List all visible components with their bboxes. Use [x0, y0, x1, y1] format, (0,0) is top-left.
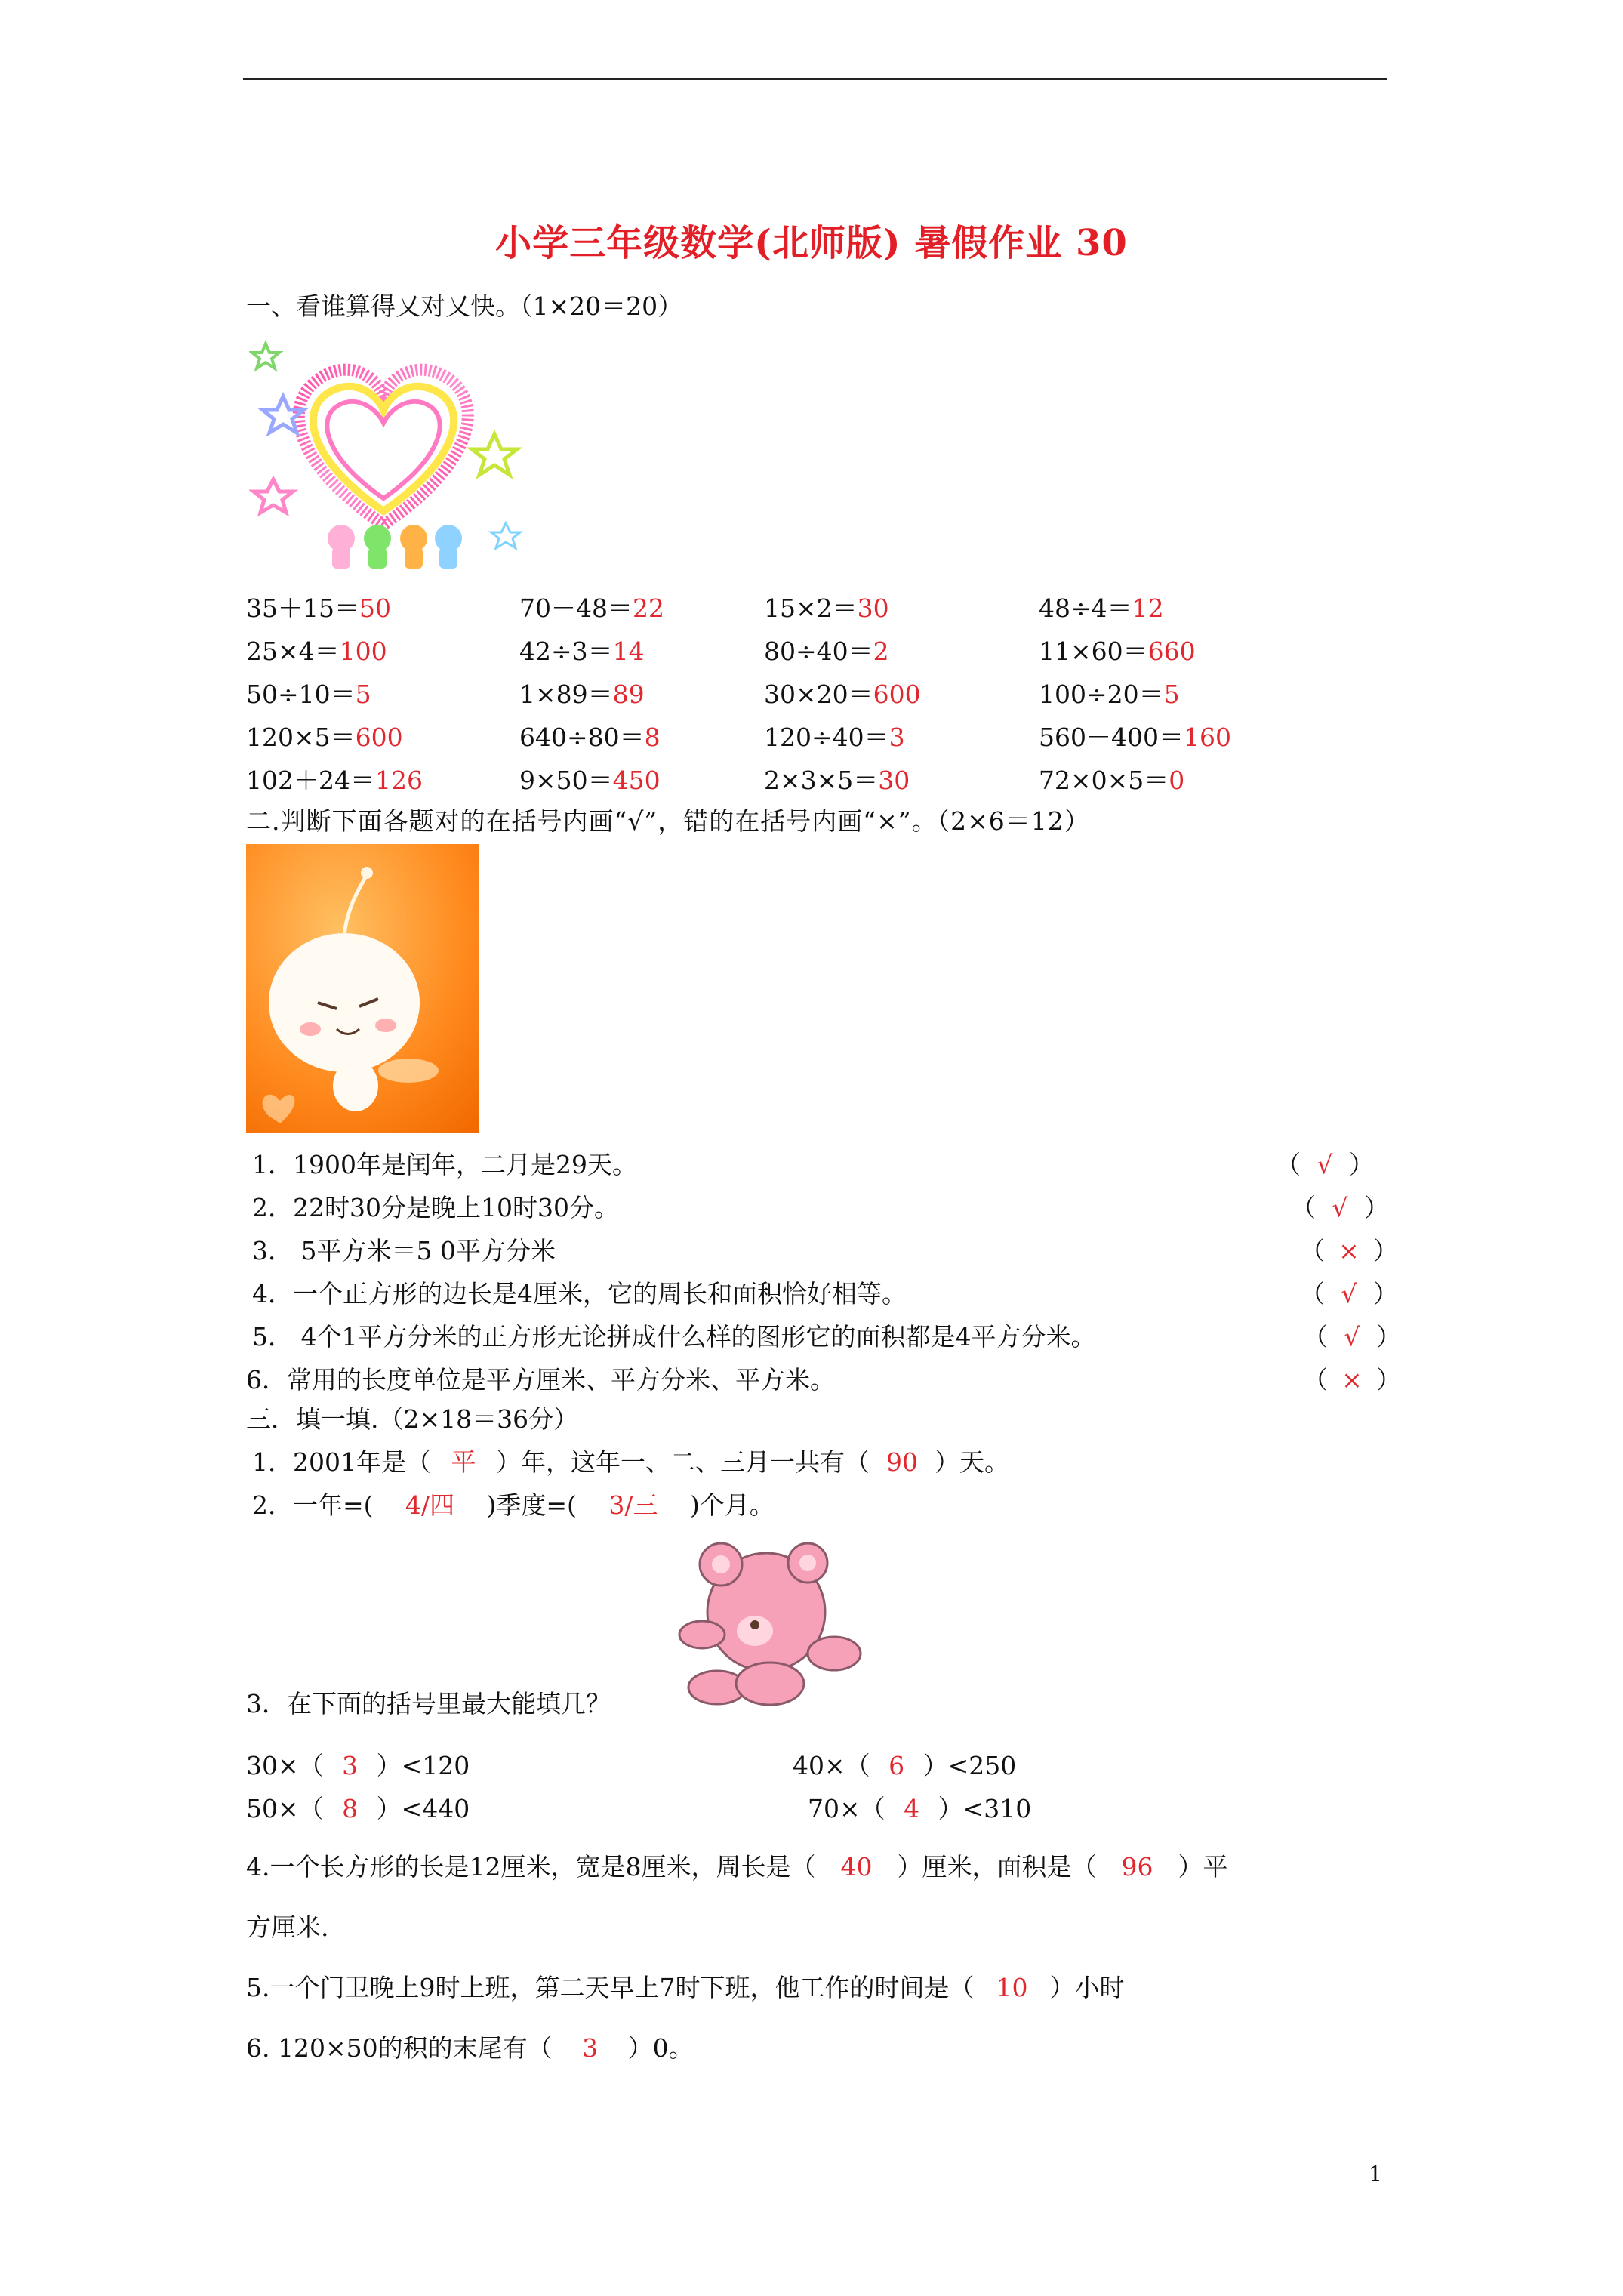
- arithmetic-problem: [246, 593, 391, 624]
- bracket-close: ）: [1364, 1193, 1389, 1222]
- max-fill-item: [808, 1794, 1031, 1824]
- problem-expression: 42÷3＝: [519, 636, 613, 666]
- bracket-open: （: [1300, 1236, 1325, 1265]
- problem-answer: 8: [644, 723, 661, 752]
- q4-text: ）厘米，面积是（: [897, 1852, 1097, 1881]
- max-fill-pre: 50×（: [246, 1794, 324, 1823]
- judgement-item: 5． 4个1平方分米的正方形无论拼成什么样的图形它的面积都是4平方分米。: [252, 1322, 1096, 1351]
- q6-text: ）0。: [627, 2033, 694, 2063]
- arithmetic-problem: [1039, 593, 1164, 624]
- problem-answer: 600: [355, 723, 403, 752]
- arithmetic-problem: [519, 766, 661, 796]
- arithmetic-problem: [519, 723, 661, 753]
- judgement-item: 2．22时30分是晚上10时30分。: [252, 1193, 619, 1222]
- problem-answer: 126: [374, 766, 423, 795]
- problem-answer: 30: [857, 593, 889, 623]
- cartoon-sprite-illustration: [246, 844, 479, 1133]
- bracket-open: （: [1291, 1193, 1316, 1222]
- fill-q2: [252, 1490, 775, 1521]
- arithmetic-problem: [764, 636, 889, 667]
- problem-expression: 35＋15＝: [246, 593, 359, 623]
- problem-expression: 9×50＝: [519, 766, 613, 795]
- problem-answer: 450: [612, 766, 661, 795]
- judgement-mark: √: [1341, 1279, 1357, 1308]
- arithmetic-problem: [1039, 766, 1184, 796]
- arithmetic-problem: [246, 766, 423, 796]
- star-icon: [252, 344, 279, 368]
- fill-q5: [246, 1973, 1124, 2003]
- problem-answer: 600: [873, 680, 921, 709]
- q4-text: 4.一个长方形的长是12厘米，宽是8厘米，周长是（: [246, 1852, 816, 1881]
- judgement-bracket: [1303, 1365, 1401, 1395]
- max-fill-pre: 30×（: [246, 1751, 324, 1780]
- problem-expression: 25×4＝: [246, 636, 340, 666]
- bracket-open: （: [1276, 1150, 1301, 1179]
- judgement-mark: √: [1317, 1150, 1333, 1179]
- star-icon: [491, 523, 520, 548]
- judgement-bracket: [1300, 1279, 1398, 1309]
- problem-answer: 89: [612, 680, 645, 709]
- page-number: 1: [1369, 2162, 1382, 2187]
- max-fill-answer: 3: [342, 1751, 359, 1780]
- q2-text: )季度=(: [486, 1490, 577, 1520]
- arithmetic-problem: [519, 680, 645, 710]
- problem-expression: 100÷20＝: [1039, 680, 1164, 709]
- problem-expression: 640÷80＝: [519, 723, 645, 752]
- q5-text: 5.一个门卫晚上9时上班，第二天早上7时下班，他工作的时间是（: [246, 1973, 975, 2002]
- judgement-mark: √: [1344, 1322, 1360, 1351]
- problem-expression: 1×89＝: [519, 680, 613, 709]
- judgement-item: 3． 5平方米＝5 0平方分米: [252, 1236, 556, 1265]
- page-title: 小学三年级数学(北师版) 暑假作业 30: [495, 222, 1128, 264]
- problem-answer: 22: [632, 593, 664, 623]
- problem-expression: 50÷10＝: [246, 680, 356, 709]
- problem-expression: 48÷4＝: [1039, 593, 1132, 623]
- fill-q4: [246, 1852, 1227, 1882]
- fill-q3-heading: 3．在下面的括号里最大能填几？: [246, 1689, 611, 1718]
- star-icon: [472, 434, 517, 475]
- judgement-item: 4．一个正方形的边长是4厘米，它的周长和面积恰好相等。: [252, 1279, 907, 1308]
- problem-answer: 100: [339, 636, 387, 666]
- q5-answer: 10: [996, 1973, 1028, 2002]
- problem-expression: 30×20＝: [764, 680, 873, 709]
- problem-expression: 120×5＝: [246, 723, 356, 752]
- problem-answer: 14: [612, 636, 645, 666]
- q6-text: 6. 120×50的积的末尾有（: [246, 2033, 553, 2063]
- arithmetic-problem: [764, 593, 889, 624]
- arithmetic-problem: [764, 766, 910, 796]
- judgement-mark: ×: [1341, 1365, 1363, 1395]
- problem-expression: 80÷40＝: [764, 636, 873, 666]
- max-fill-answer: 6: [888, 1751, 905, 1780]
- arithmetic-problem: [246, 723, 403, 753]
- q2-answer-1: 4/四: [405, 1490, 455, 1520]
- judgement-bracket: [1291, 1193, 1389, 1223]
- bear-row: [328, 525, 462, 569]
- bracket-close: ）: [1349, 1150, 1374, 1179]
- max-fill-post: ）<310: [938, 1794, 1032, 1823]
- problem-answer: 5: [355, 680, 371, 709]
- max-fill-item: [793, 1751, 1016, 1781]
- judgement-item: 6．常用的长度单位是平方厘米、平方分米、平方米。: [246, 1365, 835, 1395]
- judgement-bracket: [1300, 1236, 1398, 1266]
- bracket-open: （: [1300, 1279, 1325, 1308]
- q4-answer-1: 40: [840, 1852, 873, 1881]
- problem-expression: 15×2＝: [764, 593, 858, 623]
- section1-heading: 一、看谁算得又对又快。（1×20＝20）: [246, 291, 683, 321]
- q4-text: ）平: [1178, 1852, 1228, 1881]
- problem-answer: 50: [359, 593, 391, 623]
- arithmetic-problem: [1039, 680, 1180, 710]
- arithmetic-problem: [1039, 723, 1231, 753]
- q2-text: )个月。: [689, 1490, 775, 1520]
- bracket-close: ）: [1376, 1365, 1401, 1395]
- problem-expression: 11×60＝: [1039, 636, 1148, 666]
- q1-text: 1．2001年是（: [252, 1447, 431, 1477]
- problem-answer: 30: [878, 766, 910, 795]
- max-fill-answer: 4: [904, 1794, 920, 1823]
- arithmetic-problem: [764, 723, 905, 753]
- max-fill-item: [246, 1751, 470, 1781]
- bracket-close: ）: [1373, 1279, 1398, 1308]
- q5-text: ）小时: [1049, 1973, 1125, 2002]
- max-fill-item: [246, 1794, 470, 1824]
- fill-q4-line2: 方厘米.: [246, 1912, 329, 1942]
- max-fill-post: ）<250: [922, 1751, 1017, 1780]
- problem-expression: 2×3×5＝: [764, 766, 879, 795]
- q1-answer-1: 平: [451, 1447, 476, 1477]
- arithmetic-problem: [246, 636, 387, 667]
- problem-answer: 3: [888, 723, 905, 752]
- q6-answer: 3: [582, 2033, 599, 2063]
- problem-answer: 160: [1183, 723, 1231, 752]
- q4-answer-2: 96: [1121, 1852, 1153, 1881]
- q1-text: ）年，这年一、二、三月一共有（: [495, 1447, 870, 1477]
- judgement-bracket: [1303, 1322, 1401, 1352]
- problem-answer: 2: [873, 636, 889, 666]
- fill-q6: [246, 2033, 694, 2063]
- bracket-close: ）: [1373, 1236, 1398, 1265]
- arithmetic-problem: [519, 636, 645, 667]
- judgement-mark: √: [1332, 1193, 1348, 1222]
- max-fill-pre: 40×（: [793, 1751, 870, 1780]
- max-fill-pre: 70×（: [808, 1794, 885, 1823]
- header-rule: [243, 78, 1387, 80]
- section2-heading: 二.判断下面各题对的在括号内画“√”，错的在括号内画“×”。（2×6＝12）: [246, 806, 1090, 836]
- star-icon: [254, 479, 293, 513]
- arithmetic-problem: [764, 680, 921, 710]
- problem-answer: 12: [1132, 593, 1164, 623]
- bracket-open: （: [1303, 1322, 1328, 1351]
- problem-expression: 102＋24＝: [246, 766, 375, 795]
- arithmetic-problem: [1039, 636, 1196, 667]
- problem-answer: 5: [1163, 680, 1180, 709]
- problem-answer: 0: [1169, 766, 1185, 795]
- judgement-bracket: [1276, 1150, 1374, 1180]
- judgement-mark: ×: [1338, 1236, 1360, 1265]
- problem-expression: 120÷40＝: [764, 723, 889, 752]
- arithmetic-problem: [246, 680, 371, 710]
- arithmetic-problem: [519, 593, 664, 624]
- judgement-item: 1．1900年是闰年，二月是29天。: [252, 1150, 637, 1179]
- problem-answer: 660: [1147, 636, 1196, 666]
- max-fill-post: ）<440: [376, 1794, 470, 1823]
- pink-bear-illustration: [672, 1540, 868, 1715]
- q1-answer-2: 90: [885, 1447, 918, 1477]
- section3-heading: 三．填一填.（2×18＝36分）: [246, 1404, 579, 1434]
- bracket-close: ）: [1376, 1322, 1401, 1351]
- bracket-open: （: [1303, 1365, 1328, 1395]
- max-fill-answer: 8: [342, 1794, 359, 1823]
- q1-text: ）天。: [934, 1447, 1009, 1477]
- problem-expression: 70－48＝: [519, 593, 633, 623]
- heart-bears-illustration: [249, 336, 525, 578]
- fill-q1: [252, 1447, 1009, 1478]
- problem-expression: 560－400＝: [1039, 723, 1184, 752]
- max-fill-post: ）<120: [376, 1751, 470, 1780]
- problem-expression: 72×0×5＝: [1039, 766, 1169, 795]
- q2-text: 2．一年=(: [252, 1490, 374, 1520]
- q2-answer-2: 3/三: [608, 1490, 658, 1520]
